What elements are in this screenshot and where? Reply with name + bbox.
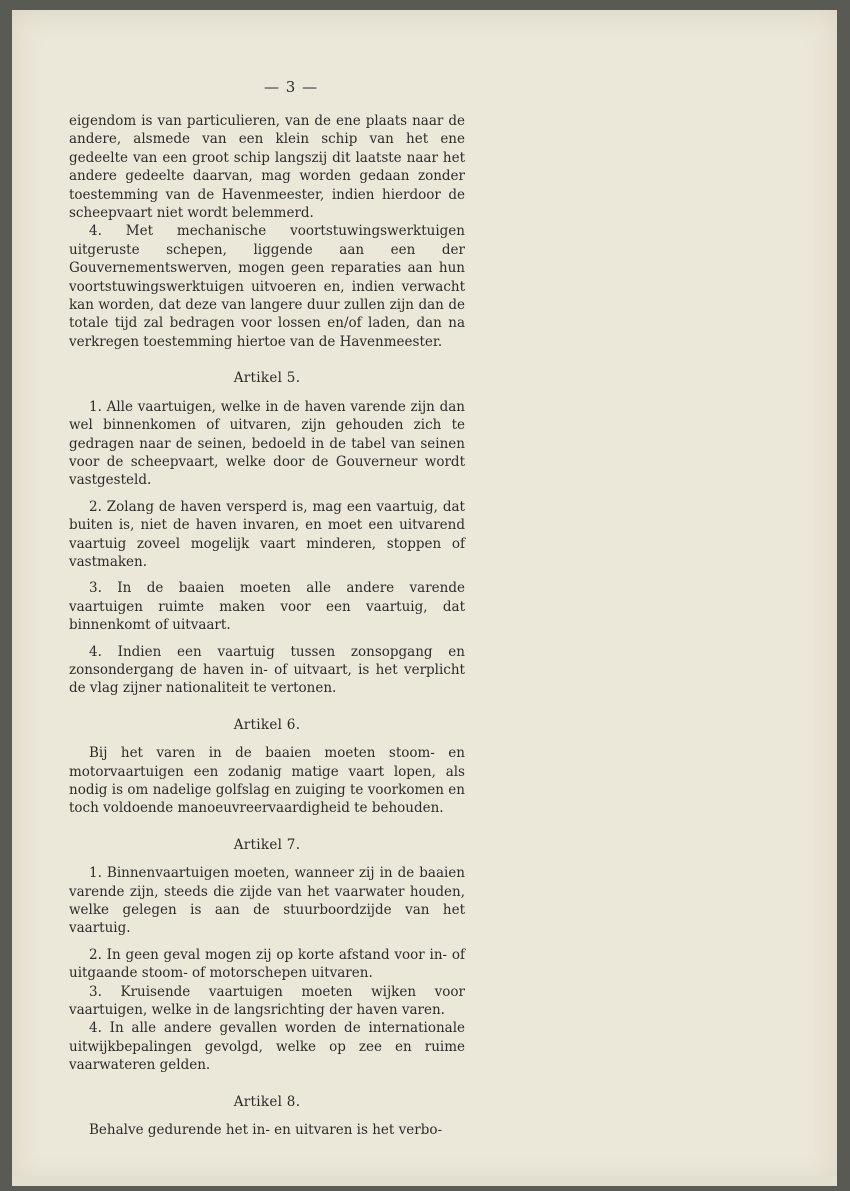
paragraph: 4. Indien een vaartuig tussen zonsopgang en zonsondergang de haven in- of uitvaart, is het verplicht de vlag zijner nationaliteit te vertonen. — [69, 643, 465, 697]
paragraph: 3. Kruisende vaartuigen moeten wijken voor vaartuigen, welke in de langsrichting der haven varen. — [69, 983, 465, 1019]
document-body — [69, 112, 465, 1140]
article-heading: Artikel 5. — [233, 370, 301, 387]
paragraph: eigendom is van particulieren, van de ene plaats naar de andere, alsmede van een klein schip van het ene gedeelte van een groot schip langszij dit laatste naar het andere gedeelte daarvan, mag worden gedaan zonder toestemming van de Havenmeester, indien hierdoor de scheepvaart niet wordt belemmerd. — [69, 113, 465, 222]
paragraph: Bij het varen in de baaien moeten stoom- en motorvaartuigen een zodanig matige vaart lopen, als nodig is om nadelige golfslag en zuiging te voorkomen en toch voldoende manoeuvreervaardigheid te behouden. — [69, 745, 465, 817]
paragraph: 3. In de baaien moeten alle andere varende vaartuigen ruimte maken voor een vaartuig, dat binnenkomt of uitvaart. — [69, 580, 465, 634]
paragraph: Behalve gedurende het in- en uitvaren is het verbo- — [89, 1122, 443, 1139]
paragraph: 1. Alle vaartuigen, welke in de haven varende zijn dan wel binnenkomen of uitvaren, zijn gehouden zich te gedragen naar de seinen, bedoeld in de tabel van seinen voor de scheepvaart, welke door de Gouverneur wordt vastgesteld. — [69, 398, 465, 489]
paragraph: 1. Binnenvaartuigen moeten, wanneer zij in de baaien varende zijn, steeds die zijde van het vaarwater houden, welke gelegen is aan de stuurboordzijde van het vaartuig. — [69, 865, 465, 937]
paragraph: 4. Met mechanische voortstuwingswerktuigen uitgeruste schepen, liggende aan een der Gouvernementswerven, mogen geen reparaties aan hun voortstuwingswerktuigen uitvoeren en, indien verwacht kan worden, dat deze van langere duur zullen zijn dan de totale tijd zal bedragen voor lossen en/of laden, dan na verkregen toestemming hiertoe van de Havenmeester. — [69, 223, 465, 350]
article-heading: Artikel 6. — [233, 716, 301, 733]
paragraph: 2. Zolang de haven versperd is, mag een vaartuig, dat buiten is, niet de haven invaren, en moet een uitvarend vaartuig zoveel mogelijk vaart minderen, stoppen of vastmaken. — [69, 498, 465, 570]
paragraph: 4. In alle andere gevallen worden de internationale uitwijkbepalingen gevolgd, welke op zee en ruime vaarwateren gelden. — [69, 1020, 465, 1074]
article-heading: Artikel 7. — [233, 836, 301, 853]
document-page — [12, 10, 837, 1186]
paragraph: 2. In geen geval mogen zij op korte afstand voor in- of uitgaande stoom- of motorschepen uitvaren. — [69, 946, 465, 982]
article-heading: Artikel 8. — [233, 1093, 301, 1110]
page-number: — 3 — — [264, 78, 319, 96]
